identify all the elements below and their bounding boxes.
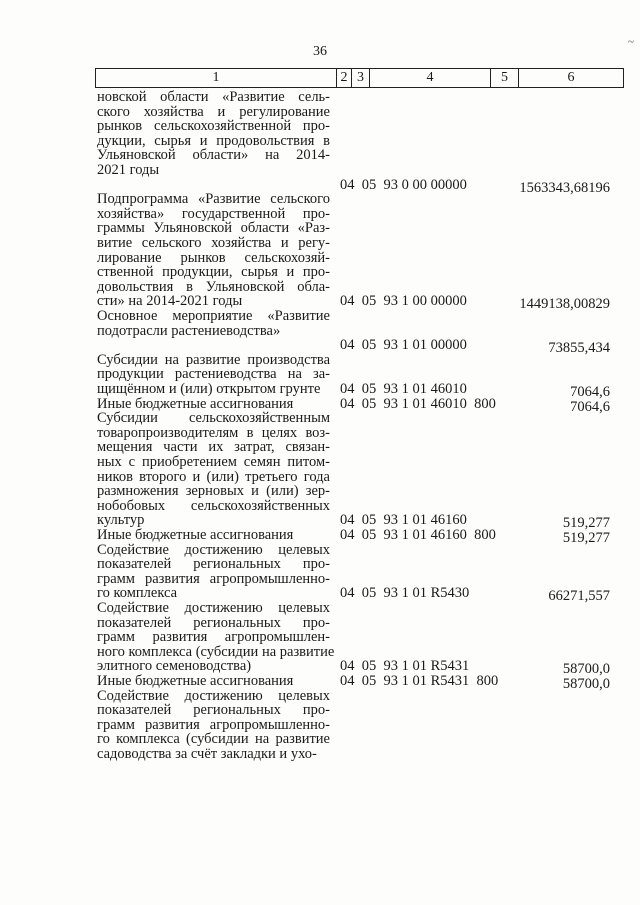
row-description-line: размножения зерновых и (или) зер- [97,483,330,500]
row-description-line: грамм развития агропромышленно- [97,570,330,587]
row-amount: 519,277 [562,515,610,532]
page-number: 36 [313,44,327,59]
row-description-line: Субсидии на развитие производства [97,351,330,368]
column-header-4: 4 [370,69,491,88]
column-header-5: 5 [491,69,519,88]
row-code: 04 05 93 0 00 00000 [340,176,467,193]
row-description-line: культур [97,512,145,529]
row-description-line: Ульяновской области» на 2014- [97,147,330,164]
row-code: 04 05 93 1 01 R5431 [340,658,470,675]
row-description-line: показателей региональных про- [97,614,330,631]
column-header-6: 6 [519,69,624,88]
row-description-line: Иные бюджетные ассигнования [97,527,294,543]
row-description-line: Основное мероприятие «Развитие [97,308,330,324]
row-description-line: Иные бюджетные ассигнования [97,395,294,412]
row-description-line: ственной продукции, сырья и про- [97,264,330,281]
row-amount: 1449138,00829 [519,296,610,313]
row-description-line: витие сельского хозяйства и регу- [97,234,330,251]
row-code: 04 05 93 1 01 46010 [340,381,467,397]
row-description [97,411,330,528]
row-description-line: ного комплекса (субсидии на развитие [97,643,335,660]
row-amount: 519,277 [562,530,610,546]
corner-mark: ~ [628,36,634,48]
row-description-line: ников второго и (или) третьего года [97,468,330,485]
row-amount: 58700,0 [562,676,610,692]
row-description-line: ского хозяйства и регулирование [97,103,330,120]
row-description-line: подотрасли растениеводства» [97,322,281,339]
row-description-line: Подпрограмма «Развитие сельского [97,191,330,208]
row-code: 04 05 93 1 01 R5430 [340,585,470,602]
row-description-line: Содействие достижению целевых [97,541,330,558]
row-amount: 7064,6 [570,384,610,400]
row-description [97,397,330,412]
row-description-line: хозяйства» государственной про- [97,205,330,222]
row-description-line: мещения части их затрат, связан- [97,439,330,456]
row-description-line: ных с приобретением семян питом- [97,453,330,470]
row-description [97,528,330,543]
row-description-line: грамм развития агропромышлен- [97,629,330,646]
row-description-line: щищённом и (или) открытом грунте [97,380,321,397]
row-description-line: садоводства за счёт закладки и ухо- [97,745,317,762]
row-description-line: показателей региональных про- [97,702,330,719]
row-description [97,543,330,601]
row-description [97,674,330,689]
row-description-line: Содействие достижению целевых [97,687,330,704]
row-description-line: лирование рынков сельскохозяй- [97,249,330,266]
row-description [97,309,330,338]
row-description-line: продукции растениеводства на за- [97,366,330,383]
row-description-line: 2021 годы [97,161,160,178]
row-description-line: довольствия в Ульяновской обла- [97,278,330,295]
row-description-line: показателей региональных про- [97,556,330,573]
row-description [97,90,330,178]
row-description-line: нобобовых сельскохозяйственных [97,497,330,514]
row-code: 04 05 93 1 01 00000 [340,337,467,354]
row-amount: 73855,434 [548,340,610,357]
column-header-1: 1 [96,69,337,88]
row-description-line: граммы Ульяновской области «Раз- [97,220,330,237]
row-description [97,192,330,309]
row-code: 04 05 93 1 01 46160 [340,512,467,529]
row-description-line: сти» на 2014-2021 годы [97,293,243,310]
column-header-3: 3 [352,69,370,88]
row-amount: 66271,557 [548,588,610,605]
row-description-line: грамм развития агропромышленно- [97,716,330,733]
row-description [97,600,335,675]
row-code: 04 05 93 1 01 R5431 800 [340,673,499,689]
row-amount: 1563343,68196 [519,179,610,196]
row-code: 04 05 93 1 01 46010 800 [340,395,496,412]
row-description-line: го комплекса (субсидии на развитие [97,731,330,748]
row-description-line: новской области «Развитие сель- [97,89,330,105]
row-description [97,353,330,397]
row-description-line: го комплекса [97,585,178,602]
column-header-2: 2 [337,69,352,88]
row-description-line: рынков сельскохозяйственной про- [97,118,330,135]
row-description-line: дукции, сырья и продовольствия в [97,132,330,149]
row-code: 04 05 93 1 00 00000 [340,293,467,310]
row-description-line: товаропроизводителям в целях воз- [97,424,330,441]
row-amount: 58700,0 [562,661,610,678]
row-amount: 7064,6 [570,398,610,415]
row-description-line: Содействие достижению целевых [97,600,330,616]
row-description-line: элитного семеноводства) [97,658,252,675]
row-description-line: Субсидии сельскохозяйственным [97,410,330,427]
row-code: 04 05 93 1 01 46160 800 [340,527,496,543]
row-description [97,689,330,762]
row-description-line: Иные бюджетные ассигнования [97,673,294,689]
